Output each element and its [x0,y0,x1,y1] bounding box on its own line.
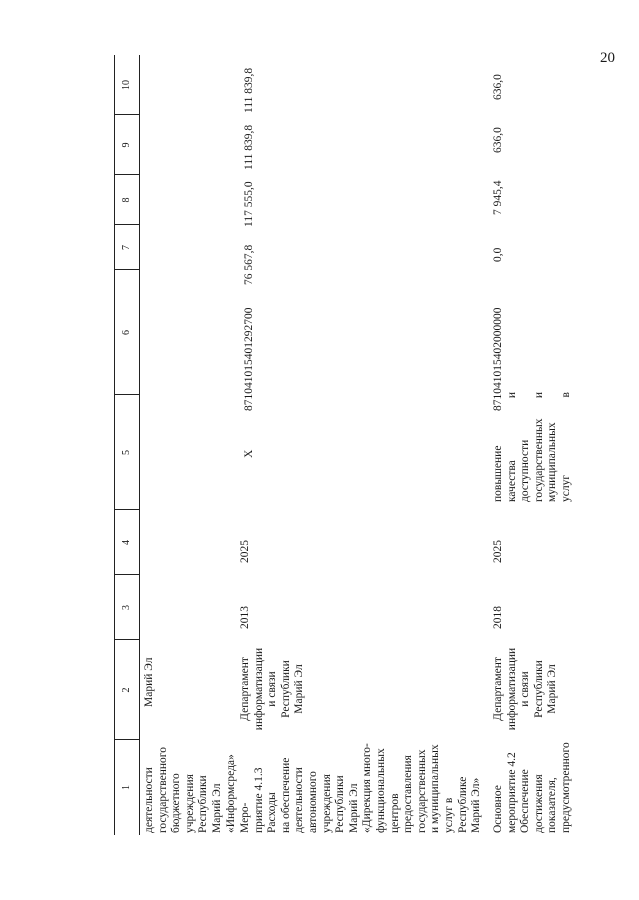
row-3-activity-name: Основное мероприятие 4.2 Обеспечение достижения показателя, предусмотренного [492,742,572,833]
row-3-start-year: 2018 [492,606,504,629]
row-3-value-col7: 0,0 [492,247,504,262]
header-bottom-rule [139,55,140,835]
row-2-responsible: Департамент информатизации и связи Республики Марий Эл [239,647,306,731]
header-col-8: 8 [121,197,132,203]
header-col-10: 10 [121,80,132,90]
row-3-value-col8: 7 945,4 [492,180,504,215]
row-2-budget-code: 871041015401292700 [243,307,255,411]
rotated-table [114,55,619,835]
row-3-budget-code: 871041015402000000 [492,307,504,411]
row-3-expected-result: повышение качества и доступности государственных и муниципальных услуг в [492,392,572,502]
row-1-responsible: Марий Эл [143,657,155,707]
page-number: 20 [600,50,615,66]
header-col-2: 2 [121,687,132,693]
row-2-start-year: 2013 [239,606,251,629]
row-2-value-col10: 111 839,8 [243,67,255,113]
row-2-value-col8: 117 555,0 [243,181,255,227]
header-col-5: 5 [121,450,132,455]
row-1-activity-name: деятельности государственного бюджетного учреждения Республики Марий Эл «Информсреда» [143,747,237,833]
row-2-value-col7: 76 567,8 [243,244,255,285]
row-3-value-col9: 636,0 [492,127,504,153]
header-col-4: 4 [121,540,132,545]
row-3-value-col10: 636,0 [492,74,504,100]
row-3-end-year: 2025 [492,540,504,563]
row-2-activity-name: Меро- приятие 4.1.3 Расходы на обеспечение деятельности автономного учреждения Республики Марий Эл «Дирекция много- функциональных центров предоставления государственных и муниципальных услуг в Республике Марий Эл» [239,743,483,833]
header-col-9: 9 [121,142,132,148]
row-2-end-year: 2025 [239,540,251,563]
header-col-7: 7 [121,245,132,250]
header-col-6: 6 [121,330,132,335]
header-col-3: 3 [121,605,132,610]
header-col-1: 1 [121,785,132,790]
row-3-responsible: Департамент информатизации и связи Республики Марий Эл [492,647,559,731]
row-2-value-col9: 111 839,8 [243,124,255,170]
header-top-rule [114,55,115,835]
row-2-expected-result: X [243,449,255,458]
